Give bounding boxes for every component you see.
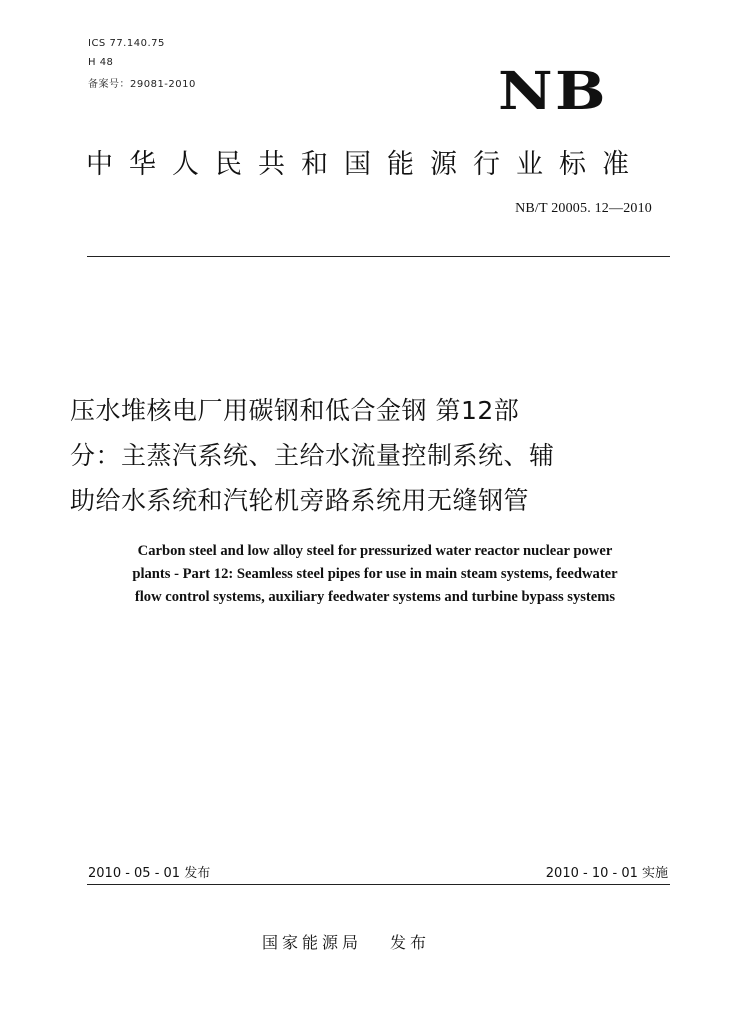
english-title-line: flow control systems, auxiliary feedwater systems and turbine bypass systems — [134, 589, 616, 605]
issuer-action: 发布 — [390, 933, 431, 952]
english-title-line: Carbon steel and low alloy steel for pressurized water reactor nuclear power — [137, 543, 613, 559]
english-title-line: plants - Part 12: Seamless steel pipes for use in main steam systems, feedwater — [132, 566, 618, 582]
ccs-code: H 48 — [88, 57, 114, 68]
issuer-name: 国家能源局 — [262, 933, 363, 952]
bottom-divider — [87, 884, 670, 885]
implementation-date: 2010 - 10 - 01 实施 — [545, 866, 668, 881]
english-title — [60, 540, 690, 609]
chinese-title — [70, 388, 670, 523]
chinese-title-line: 助给水系统和汽轮机旁路系统用无缝钢管 — [70, 486, 530, 515]
standard-type-heading: 中华人民共和国能源行业标准 — [86, 149, 645, 180]
ics-code: ICS 77.140.75 — [88, 38, 165, 49]
nb-logo: NB — [498, 61, 608, 122]
issue-date: 2010 - 05 - 01 发布 — [88, 866, 211, 881]
top-divider — [87, 256, 670, 257]
chinese-title-line: 分：主蒸汽系统、主给水流量控制系统、辅 — [70, 441, 555, 470]
issuer-line — [262, 930, 430, 953]
record-number: 备案号：29081-2010 — [88, 79, 196, 90]
chinese-title-line: 压水堆核电厂用碳钢和低合金钢 第12部 — [70, 396, 520, 425]
standard-code: NB/T 20005. 12—2010 — [515, 201, 652, 216]
